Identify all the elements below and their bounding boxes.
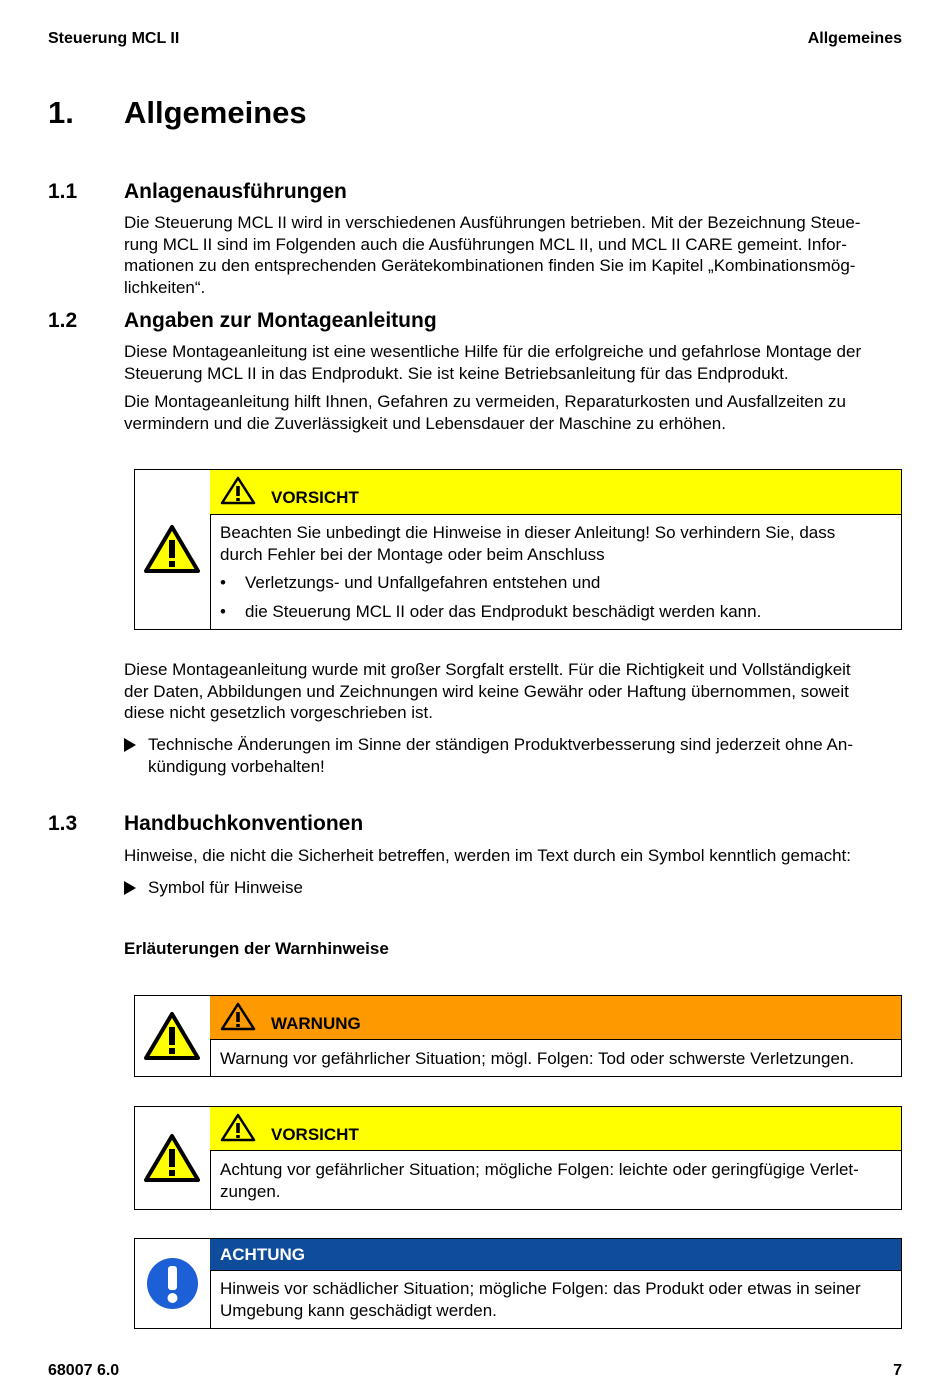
- notice-box-header: [210, 1239, 901, 1271]
- warning-box: [134, 995, 902, 1077]
- section-1-3-title: Handbuchkonventionen: [124, 812, 364, 835]
- notice-line: Hinweis vor schädlicher Situation; mögliche Folgen: das Produkt oder etwas in seiner: [220, 1279, 861, 1298]
- caution-line: durch Fehler bei der Montage oder beim Anschluss: [220, 544, 605, 564]
- caution-label: VORSICHT: [271, 1125, 359, 1144]
- caution-box-content: [220, 1159, 889, 1202]
- section-1-2-number: 1.2: [48, 309, 78, 332]
- paragraph-line: Diese Montageanleitung wurde mit großer Sorgfalt erstellt. Für die Richtigkeit und Vollständigkeit: [124, 660, 851, 679]
- note-item: [124, 877, 894, 899]
- paragraph-line: Diese Montageanleitung ist eine wesentliche Hilfe für die erfolgreiche und gefahrlose Montage der: [124, 342, 862, 361]
- notice-line: Umgebung kann geschädigt werden.: [220, 1300, 497, 1320]
- note-item: [124, 734, 894, 777]
- caution-box-header: [210, 470, 901, 515]
- section-1-1-title: Anlagenausführungen: [124, 180, 347, 203]
- warning-box-header: [210, 996, 901, 1040]
- warning-triangle-icon: [144, 524, 200, 574]
- list-item: [220, 601, 889, 623]
- caution-box-icon-cell: [135, 470, 211, 629]
- warning-text: Warnung vor gefährlicher Situation; mögl. Folgen: Tod oder schwerste Verletzungen.: [220, 1049, 855, 1068]
- warning-box-icon-cell: [135, 996, 211, 1076]
- warning-box-content: [220, 1048, 889, 1070]
- chapter-number: 1.: [48, 95, 74, 130]
- paragraph-line: der Daten, Abbildungen und Zeichnungen wird keine Gewähr oder Haftung übernommen, soweit: [124, 681, 849, 701]
- header-left: Steuerung MCL II: [48, 30, 180, 47]
- caution-box: [134, 469, 902, 630]
- note-line: kündigung vorbehalten!: [148, 756, 325, 776]
- warnings-subheading: Erläuterungen der Warnhinweise: [124, 939, 389, 958]
- warning-triangle-small-icon: [220, 1112, 256, 1142]
- notice-box: [134, 1238, 902, 1329]
- section-1-3-intro: Hinweise, die nicht die Sicherheit betreffen, werden im Text durch ein Symbol kenntlich gemacht:: [124, 846, 851, 865]
- notice-label: ACHTUNG: [220, 1245, 305, 1264]
- list-item-text: die Steuerung MCL II oder das Endprodukt beschädigt werden kann.: [245, 601, 762, 621]
- caution-line: zungen.: [220, 1181, 281, 1201]
- paragraph-line: lichkeiten“.: [124, 277, 206, 297]
- chapter-title: Allgemeines: [124, 95, 307, 130]
- warning-triangle-icon: [144, 1133, 200, 1183]
- list-item: [220, 572, 889, 594]
- notice-box-icon-cell: [135, 1239, 211, 1328]
- caution-box-header: [210, 1107, 901, 1151]
- section-1-2-title: Angaben zur Montageanleitung: [124, 309, 437, 332]
- list-item-text: Verletzungs- und Unfallgefahren entstehen und: [245, 573, 601, 592]
- paragraph-line: vermindern und die Zuverlässigkeit und Lebensdauer der Maschine zu erhöhen.: [124, 413, 726, 433]
- warning-triangle-small-icon: [220, 475, 256, 505]
- note-line: Symbol für Hinweise: [148, 878, 303, 897]
- exclamation-circle-icon: [146, 1257, 199, 1310]
- section-1-2-paragraph-3: [124, 659, 899, 724]
- bullet-icon: •: [220, 573, 226, 592]
- warning-triangle-icon: [144, 1011, 200, 1061]
- arrow-right-icon: [124, 738, 136, 752]
- paragraph-line: diese nicht gesetzlich vorgeschrieben ist.: [124, 703, 433, 722]
- section-1-3-number: 1.3: [48, 812, 78, 835]
- section-1-1-paragraph: [124, 212, 894, 298]
- caution-line: Beachten Sie unbedingt die Hinweise in dieser Anleitung! So verhindern Sie, dass: [220, 523, 836, 542]
- caution-box-icon-cell: [135, 1107, 211, 1209]
- note-line: Technische Änderungen im Sinne der ständigen Produktverbesserung sind jederzeit ohne An-: [148, 735, 854, 754]
- caution-box: [134, 1106, 902, 1210]
- section-1-2-paragraph-1: [124, 341, 899, 384]
- footer-document-number: 68007 6.0: [48, 1362, 120, 1379]
- caution-box-content: [220, 522, 889, 622]
- warning-label: WARNUNG: [271, 1014, 361, 1033]
- arrow-right-icon: [124, 881, 136, 895]
- bullet-icon: •: [220, 601, 226, 621]
- warning-triangle-small-icon: [220, 1001, 256, 1031]
- section-1-2-paragraph-2: [124, 391, 899, 434]
- paragraph-line: Die Steuerung MCL II wird in verschiedenen Ausführungen betrieben. Mit der Bezeichnung Steue-: [124, 213, 861, 232]
- notice-box-content: [220, 1278, 889, 1321]
- caution-label: VORSICHT: [271, 488, 359, 507]
- header-right: Allgemeines: [807, 30, 902, 47]
- paragraph-line: Steuerung MCL II in das Endprodukt. Sie ist keine Betriebsanleitung für das Endprodukt.: [124, 363, 789, 383]
- footer-page-number: 7: [893, 1362, 902, 1379]
- caution-line: Achtung vor gefährlicher Situation; mögliche Folgen: leichte oder geringfügige Verlet-: [220, 1160, 859, 1179]
- section-1-1-number: 1.1: [48, 180, 78, 203]
- paragraph-line: rung MCL II sind im Folgenden auch die Ausführungen MCL II, und MCL II CARE gemeint. Infor-: [124, 234, 847, 254]
- paragraph-line: mationen zu den entsprechenden Gerätekombinationen finden Sie im Kapitel „Kombinationsmög-: [124, 256, 856, 275]
- paragraph-line: Die Montageanleitung hilft Ihnen, Gefahren zu vermeiden, Reparaturkosten und Ausfallzeiten zu: [124, 392, 847, 411]
